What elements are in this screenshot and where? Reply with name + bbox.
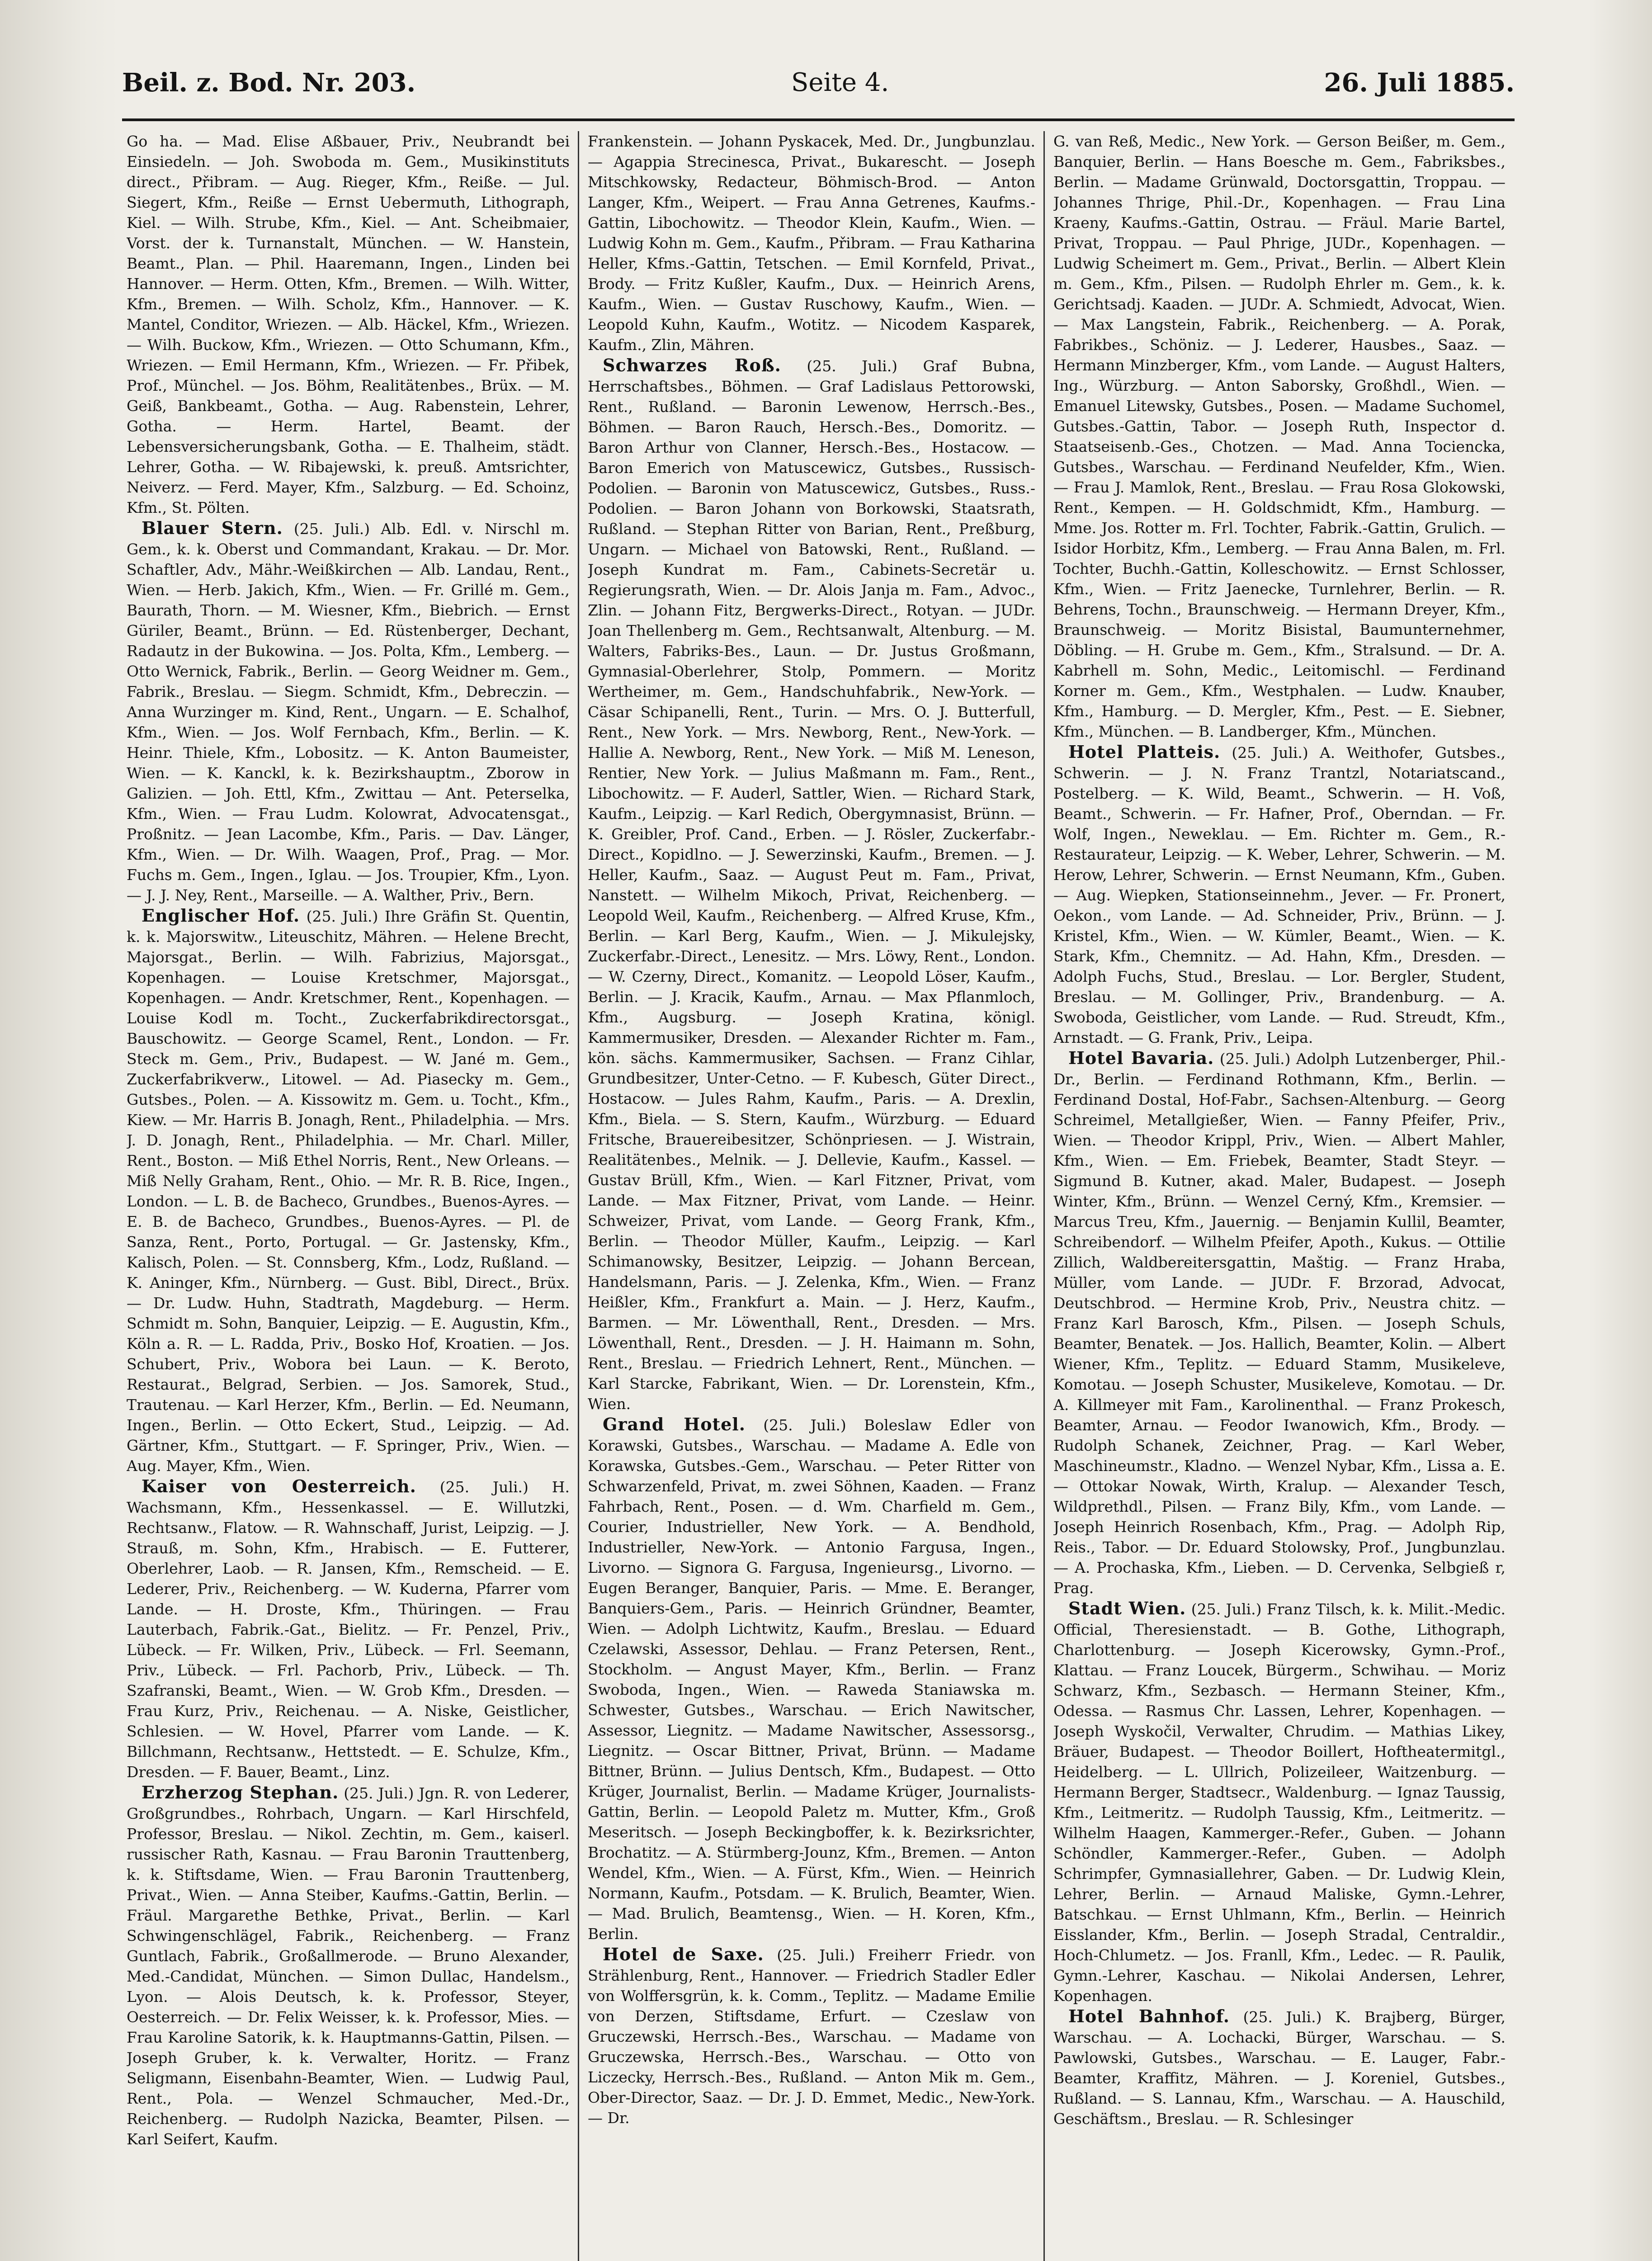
section-date: (25. Juli.) (1219, 1050, 1291, 1068)
section-entries: Ihre Gräfin St. Quentin, k. k. Majorswitw., Liteuschitz, Mähren. — Helene Brecht, Majorsgat., Berlin. — Wilh. Fabrizius, Majorsgat., Kopenhagen. — Louise Kretschmer, Majorsgat., Kopenhagen. — Andr. Kretschmer, Rent., Kopenhagen. — Louise Kodl m. Tocht., Zuckerfabrikdirectorsgat., Bauschowitz. — George Scamel, Rent., London. — Fr. Steck m. Gem., Priv., Budapest. — W. Jané m. Gem., Zuckerfabrikverw., Litowel. — Ad. Piasecky m. Gem., Gutsbes., Polen. — A. Kissowitz m. Gem. u. Tocht., Kfm., Kiew. — Mr. Harris B. Jonagh, Rent., Philadelphia. — Mrs. J. D. Jonagh, Rent., Philadelphia. — Mr. Charl. Miller, Rent., Boston. — Miß Ethel Norris, Rent., New Orleans. — Miß Nelly Graham, Rent., Ohio. — Mr. R. B. Rice, Ingen., London. — L. B. de Bacheco, Grundbes., Buenos-Ayres. — E. B. de Bacheco, Grundbes., Buenos-Ayres. — Pl. de Sanza, Rent., Porto, Portugal. — Gr. Jastensky, Kfm., Kalisch, Polen. — St. Connsberg, Kfm., Lodz, Rußland. — K. Aninger, Kfm., Nürnberg. — Gust. Bibl, Direct., Brüx. — Dr. Ludw. Huhn, Stadtrath, Magdeburg. — Herm. Schmidt m. Sohn, Banquier, Leipzig. — E. Augustin, Kfm., Köln a. R. — L. Radda, Priv., Bosko Hof, Kroatien. — Jos. Schubert, Priv., Wobora bei Laun. — K. Beroto, Restaurat., Belgrad, Serbien. — Jos. Samorek, Stud., Trautenau. — Karl Herzer, Kfm., Berlin. — Ed. Neumann, Ingen., Berlin. — Otto Eckert, Stud., Leipzig. — Ad. Gärtner, Kfm., Stuttgart. — F. Springer, Priv., Wien. — Aug. Mayer, Kfm., Wien. (127, 908, 570, 1475)
section-entries: Adolph Lutzenberger, Phil.-Dr., Berlin. — Ferdinand Rothmann, Kfm., Berlin. — Ferdinand Dostal, Hof-Fabr., Sachsen-Altenburg. — Georg Schreimel, Metallgießer, Wien. — Fanny Pfeifer, Priv., Wien. — Theodor Krippl, Priv., Wien. — Albert Mahler, Kfm., Wien. — Em. Friebek, Beamter, Stadt Steyr. — Sigmund B. Kutner, akad. Maler, Budapest. — Joseph Winter, Kfm., Brünn. — Wenzel Cerný, Kfm., Kremsier. — Marcus Treu, Kfm., Jauernig. — Benjamin Kullil, Beamter, Schreibendorf. — Wilhelm Pfeifer, Apoth., Kukus. — Ottilie Zillich, Waldbereitersgattin, Maštig. — Franz Hraba, Müller, vom Lande. — JUDr. F. Brzorad, Advocat, Deutschbrod. — Hermine Krob, Priv., Neustra chitz. — Franz Karl Barosch, Kfm., Pilsen. — Joseph Schuls, Beamter, Benatek. — Jos. Hallich, Beamter, Kolin. — Albert Wiener, Kfm., Teplitz. — Eduard Stamm, Musikeleve, Komotau. — Joseph Schuster, Musikeleve, Komotau. — Dr. A. Killmeyer mit Fam., Karolinenthal. — Franz Prokesch, Beamter, Arnau. — Feodor Iwanowich, Kfm., Brody. — Rudolph Schanek, Zeichner, Prag. — Karl Weber, Maschineumstr., Kladno. — Wenzel Nybar, Kfm., Lissa a. E. — Ottokar Nowak, Wirth, Kralup. — Alexander Tesch, Wildprethdl., Pilsen. — Franz Bily, Kfm., vom Lande. — Joseph Heinrich Rosenbach, Kfm., Prag. — Adolph Rip, Reis., Tabor. — Dr. Eduard Stolowsky, Prof., Jungbunzlau. — A. Prochaska, Kfm., Lieben. — D. Cervenka, Selbgieß r, Prag. (1053, 1050, 1506, 1597)
section-title: Hotel Bahnhof. (1068, 2006, 1230, 2026)
section-hotel-platteis (1053, 742, 1506, 1048)
section-date: (25. Juli.) (293, 520, 370, 538)
section-date: (25. Juli.) (1191, 1600, 1262, 1618)
section-hotel-bavaria (1053, 1048, 1506, 1598)
section-entries: Freiherr Friedr. von Strählenburg, Rent., Hannover. — Friedrich Stadler Edler von Wolffersgrün, k. k. Comm., Teplitz. — Madame Emilie von Derzen, Stiftsdame, Erfurt. — Czeslaw von Gruczewski, Herrsch.-Bes., Warschau. — Madame von Gruczewska, Herrsch.-Bes., Warschau. — Otto von Liczecky, Herrsch.-Bes., Rußland. — Anton Mik m. Gem., Ober-Director, Saaz. — Dr. J. D. Emmet, Medic., New-York. — Dr. (588, 1946, 1035, 2127)
section-title: Hotel de Saxe. (603, 1944, 764, 1964)
section-title: Erzherzog Stephan. (142, 1782, 339, 1802)
section-entries: K. Brajberg, Bürger, Warschau. — A. Lochacki, Bürger, Warschau. — S. Pawlowski, Gutsbes., Warschau. — E. Lauger, Fabr.-Beamter, Kraffitz, Mähren. — J. Koreniel, Gutsbes., Rußland. — S. Lannau, Kfm., Warschau. — A. Hauschild, Geschäftsm., Breslau. — R. Schlesinger (1053, 2008, 1506, 2128)
section-entries: Go ha. — Mad. Elise Aßbauer, Priv., Neubrandt bei Einsiedeln. — Joh. Swoboda m. Gem., Musikinstituts direct., Přibram. — Aug. Rieger, Kfm., Reiße. — Jul. Siegert, Kfm., Reiße — Ernst Uebermuth, Lithograph, Kiel. — Wilh. Strube, Kfm., Kiel. — Ant. Scheibmaier, Vorst. der k. Turnanstalt, München. — W. Hanstein, Beamt., Plan. — Phil. Haaremann, Ingen., Linden bei Hannover. — Herm. Otten, Kfm., Bremen. — Wilh. Witter, Kfm., Bremen. — Wilh. Scholz, Kfm., Hannover. — K. Mantel, Conditor, Wriezen. — Alb. Häckel, Kfm., Wriezen. — Wilh. Buckow, Kfm., Wriezen. — Otto Schumann, Kfm., Wriezen. — Emil Hermann, Kfm., Wriezen. — Fr. Přibek, Prof., Münchel. — Jos. Böhm, Realitätenbes., Brüx. — M. Geiß, Bankbeamt., Gotha. — Aug. Rabenstein, Lehrer, Gotha. — Herm. Hartel, Beamt. der Lebensversicherungsbank, Gotha. — E. Thalheim, städt. Lehrer, Gotha. — W. Ribajewski, k. preuß. Amtsrichter, Neiverz. — Ferd. Mayer, Kfm., Salzburg. — Ed. Schoinz, Kfm., St. Pölten. (127, 132, 570, 516)
section-entries: Alb. Edl. v. Nirschl m. Gem., k. k. Oberst und Commandant, Krakau. — Dr. Mor. Schaftler, Adv., Mähr.-Weißkirchen — Alb. Landau, Rent., Wien. — Herb. Jakich, Kfm., Wien. — Fr. Grillé m. Gem., Baurath, Thorn. — M. Wiesner, Kfm., Biebrich. — Ernst Güriler, Beamt., Brünn. — Ed. Rüstenberger, Dechant, Radautz in der Bukowina. — Jos. Polta, Kfm., Lemberg. — Otto Wernick, Fabrik., Berlin. — Georg Weidner m. Gem., Fabrik., Breslau. — Siegm. Schmidt, Kfm., Debreczin. — Anna Wurzinger m. Kind, Rent., Ungarn. — E. Schalhof, Kfm., Wien. — Jos. Wolf Fernbach, Kfm., Berlin. — K. Heinr. Thiele, Kfm., Lobositz. — K. Anton Baumeister, Wien. — K. Kanckl, k. k. Bezirkshauptm., Zborow in Galizien. — Joh. Ettl, Kfm., Zwittau — Ant. Peterselka, Kfm., Wien. — Frau Ludm. Kolowrat, Advocatensgat., Proßnitz. — Jean Lacombe, Kfm., Paris. — Dav. Länger, Kfm., Wien. — Dr. Wilh. Waagen, Prof., Prag. — Mor. Fuchs m. Gem., Ingen., Iglau. — Jos. Troupier, Kfm., Lyon. — J. J. Ney, Rent., Marseille. — A. Walther, Priv., Bern. (127, 520, 570, 904)
section-date: (25. Juli.) (1243, 2008, 1322, 2026)
column-2 (588, 131, 1035, 2261)
section-blauer-stern (127, 518, 570, 905)
page-binding-shadow (0, 0, 118, 2261)
section-date: (25. Juli.) (306, 908, 378, 925)
section-entries: Franz Tilsch, k. k. Milit.-Medic. Official, Theresienstadt. — B. Gothe, Lithograph, Charlottenburg. — Joseph Kicerowsky, Gymn.-Prof., Klattau. — Franz Loucek, Bürgerm., Schwihau. — Moriz Schwarz, Kfm., Sezbasch. — Hermann Steiner, Kfm., Odessa. — Rasmus Chr. Lassen, Lehrer, Kopenhagen. — Joseph Wyskočil, Verwalter, Chrudim. — Mathias Likey, Bräuer, Budapest. — Theodor Boillert, Hoftheatermitgl., Heidelberg. — L. Ullrich, Polizeileer, Waitzenburg. — Hermann Berger, Stadtsecr., Waldenburg. — Ignaz Taussig, Kfm., Leitmeritz. — Rudolph Taussig, Kfm., Leitmeritz. — Wilhelm Haagen, Kammerger.-Refer., Guben. — Johann Schöndler, Kammerger.-Refer., Guben. — Adolph Schrimpfer, Gymnasiallehrer, Gaben. — Dr. Ludwig Klein, Lehrer, Berlin. — Arnaud Maliske, Gymn.-Lehrer, Batschkau. — Ernst Uhlmann, Kfm., Berlin. — Heinrich Eisslander, Kfm., Berlin. — Joseph Stradal, Centraldir., Hoch-Chlumetz. — Jos. Franll, Kfm., Ledec. — R. Paulik, Gymn.-Lehrer, Kaschau. — Nikolai Andersen, Lehrer, Kopenhagen. (1053, 1600, 1506, 2005)
section-grand-hotel (588, 1414, 1035, 1944)
section-englischer-hof (127, 905, 570, 1476)
page-header (122, 63, 1515, 109)
section-entries: Frankenstein. — Johann Pyskacek, Med. Dr., Jungbunzlau. — Agappia Strecinesca, Privat., Bukarescht. — Joseph Mitschkowsky, Redacteur, Böhmisch-Brod. — Anton Langer, Kfm., Weipert. — Frau Anna Getrenes, Kaufms.-Gattin, Libochowitz. — Theodor Klein, Kaufm., Wien. — Ludwig Kohn m. Gem., Kaufm., Přibram. — Frau Katharina Heller, Kfms.-Gattin, Tetschen. — Emil Kornfeld, Privat., Brody. — Fritz Kußler, Kaufm., Dux. — Heinrich Arens, Kaufm., Wien. — Gustav Ruschowy, Kaufm., Wien. — Leopold Kuhn, Kaufm., Wotitz. — Nicodem Kasparek, Kaufm., Zlin, Mähren. (588, 132, 1035, 354)
section-title: Englischer Hof. (142, 905, 300, 926)
section-title: Stadt Wien. (1068, 1598, 1186, 1618)
section-date: (25. Juli.) (1232, 744, 1308, 762)
section-erzherzog-stephan (127, 1782, 570, 2149)
section-continuation (588, 131, 1035, 355)
column-1 (127, 131, 570, 2261)
section-date: (25. Juli.) (439, 1478, 529, 1496)
column-3 (1053, 131, 1506, 2261)
section-date: (25. Juli.) (807, 357, 898, 375)
section-title: Hotel Bavaria. (1068, 1048, 1214, 1068)
column-divider (578, 131, 579, 2261)
section-entries: A. Weithofer, Gutsbes., Schwerin. — J. N. Franz Trantzl, Notariatscand., Postelberg. — K. Wild, Beamt., Schwerin. — H. Voß, Beamt., Schwerin. — Fr. Hafner, Prof., Oberndan. — Fr. Wolf, Ingen., Neweklau. — Em. Richter m. Gem., R.-Restaurateur, Leipzig. — K. Weber, Lehrer, Schwerin. — M. Herow, Lehrer, Schwerin. — Ernst Neumann, Kfm., Guben. — Aug. Wiepken, Stationseinnehm., Jever. — Fr. Pronert, Oekon., vom Lande. — Ad. Schneider, Priv., Brünn. — J. Kristel, Kfm., Wien. — W. Kümler, Beamt., Wien. — K. Stark, Kfm., Chemnitz. — Ad. Hahn, Kfm., Dresden. — Adolph Fuchs, Stud., Breslau. — Lor. Bergler, Student, Breslau. — M. Gollinger, Priv., Brandenburg. — A. Swoboda, Geistlicher, vom Lande. — Rud. Streudt, Kfm., Arnstadt. — G. Frank, Priv., Leipa. (1053, 744, 1506, 1046)
header-issue: Beil. z. Bod. Nr. 203. (122, 68, 416, 98)
section-kaiser-von-oesterreich (127, 1476, 570, 1782)
section-continuation (1053, 131, 1506, 742)
section-title: Kaiser von Oesterreich. (142, 1476, 416, 1496)
section-schwarzes-ross (588, 355, 1035, 1414)
section-stadt-wien (1053, 1598, 1506, 2006)
header-page-number: Seite 4. (791, 68, 889, 97)
section-continuation (127, 131, 570, 518)
section-entries: H. Wachsmann, Kfm., Hessenkassel. — E. Willutzki, Rechtsanw., Flatow. — R. Wahnschaff, Jurist, Leipzig. — J. Strauß, m. Sohn, Kfm., Hrabisch. — E. Futterer, Oberlehrer, Laob. — R. Jansen, Kfm., Remscheid. — E. Lederer, Priv., Reichenberg. — W. Kuderna, Pfarrer vom Lande. — H. Droste, Kfm., Thüringen. — Frau Lauterbach, Fabrik.-Gat., Bielitz. — Fr. Penzel, Priv., Lübeck. — Fr. Wilken, Priv., Lübeck. — Frl. Seemann, Priv., Lübeck. — Frl. Pachorb, Priv., Lübeck. — Th. Szafranski, Beamt., Wien. — W. Grob Kfm., Dresden. — Frau Kurz, Priv., Reichenau. — A. Niske, Geistlicher, Schlesien. — W. Hovel, Pfarrer vom Lande. — K. Billchmann, Rechtsanw., Hettstedt. — E. Schulze, Kfm., Dresden. — F. Bauer, Beamt., Linz. (127, 1478, 570, 1781)
section-date: (25. Juli.) (344, 1784, 414, 1802)
section-hotel-de-saxe (588, 1944, 1035, 2128)
section-date: (25. Juli.) (763, 1416, 846, 1434)
page-edge-shadow (1589, 0, 1652, 2261)
header-rule (122, 118, 1515, 121)
section-title: Schwarzes Roß. (603, 355, 781, 375)
section-title: Hotel Platteis. (1068, 742, 1221, 762)
section-date: (25. Juli.) (777, 1946, 855, 1964)
section-entries: G. van Reß, Medic., New York. — Gerson Beißer, m. Gem., Banquier, Berlin. — Hans Boesche m. Gem., Fabriksbes., Berlin. — Madame Grünwald, Doctorsgattin, Troppau. — Johannes Thrige, Phil.-Dr., Kopenhagen. — Frau Lina Kraeny, Kaufms.-Gattin, Ostrau. — Fräul. Marie Bartel, Privat, Troppau. — Paul Phrige, JUDr., Kopenhagen. — Ludwig Scheimert m. Gem., Privat., Berlin. — Albert Klein m. Gem., Kfm., Pilsen. — Rudolph Ehrler m. Gem., k. k. Gerichtsadj. Kaaden. — JUDr. A. Schmiedt, Advocat, Wien. — Max Langstein, Fabrik., Reichenberg. — A. Porak, Fabrikbes., Schöniz. — J. Lederer, Hausbes., Saaz. — Hermann Minzberger, Kfm., vom Lande. — August Halters, Ing., Würzburg. — Anton Saborsky, Großhdl., Wien. — Emanuel Litewsky, Gutsbes., Posen. — Madame Suchomel, Gutsbes.-Gattin, Tabor. — Joseph Ruth, Inspector d. Staatseisenb.-Ges., Chotzen. — Mad. Anna Tociencka, Gutsbes., Warschau. — Ferdinand Neufelder, Kfm., Wien. — Frau J. Mamlok, Rent., Breslau. — Frau Rosa Glokowski, Rent., Kempen. — H. Goldschmidt, Kfm., Hamburg. — Mme. Jos. Rotter m. Frl. Tochter, Fabrik.-Gattin, Grulich. — Isidor Horbitz, Kfm., Lemberg. — Frau Anna Balen, m. Frl. Tochter, Buchh.-Gattin, Kolleschowitz. — Ernst Schlosser, Kfm., Wien. — Fritz Jaenecke, Turnlehrer, Berlin. — R. Behrens, Tochn., Braunschweig. — Hermann Dreyer, Kfm., Braunschweig. — Moritz Bisistal, Baumunternehmer, Döbling. — H. Grube m. Gem., Kfm., Stralsund. — Dr. A. Kabrhell m. Sohn, Medic., Leitomischl. — Ferdinand Korner m. Gem., Kfm., Westphalen. — Ludw. Knauber, Kfm., Hamburg. — D. Mergler, Kfm., Pest. — E. Siebner, Kfm., München. — B. Landberger, Kfm., München. (1053, 132, 1506, 740)
section-entries: Graf Bubna, Herrschaftsbes., Böhmen. — Graf Ladislaus Pettorowski, Rent., Rußland. — Baronin Lewenow, Herrsch.-Bes., Böhmen. — Baron Rauch, Hersch.-Bes., Domoritz. — Baron Arthur von Clanner, Hersch.-Bes., Hostacow. — Baron Emerich von Matuscewicz, Gutsbes., Russisch-Podolien. — Baronin von Matuscewicz, Gutsbes., Russ.-Podolien. — Baron Johann von Borkowski, Staatsrath, Rußland. — Stephan Ritter von Barian, Rent., Preßburg, Ungarn. — Michael von Batowski, Rent., Rußland. — Joseph Kundrat m. Fam., Cabinets-Secretär u. Regierungsrath, Wien. — Dr. Alois Janja m. Fam., Advoc., Zlin. — Johann Fitz, Bergwerks-Direct., Rotyan. — JUDr. Joan Thellenberg m. Gem., Rechtsanwalt, Altenburg. — M. Walters, Fabriks-Bes., Laun. — Dr. Justus Großmann, Gymnasial-Oberlehrer, Stolp, Pommern. — Moritz Wertheimer, m. Gem., Handschuhfabrik., New-York. — Cäsar Schipanelli, Rent., Turin. — Mrs. O. J. Butterfull, Rent., New York. — Mrs. Newborg, Rent., New-York. — Hallie A. Newborg, Rent., New York. — Miß M. Leneson, Rentier, New York. — Julius Maßmann m. Fam., Rent., Libochowitz. — F. Auderl, Sattler, Wien. — Richard Stark, Kaufm., Leipzig. — Karl Redich, Obergymnasist, Brünn. — K. Greibler, Prof. Cand., Erben. — J. Rösler, Zuckerfabr.-Direct., Kopidlno. — J. Sewerzinski, Kaufm., Bremen. — J. Heller, Kaufm., Saaz. — August Peut m. Fam., Privat, Nanstett. — Wilhelm Mikoch, Privat, Reichenberg. — Leopold Weil, Kaufm., Reichenberg. — Alfred Kruse, Kfm., Berlin. — Karl Berg, Kaufm., Wien. — J. Mikulejsky, Zuckerfabr.-Direct., Lenesitz. — Mrs. Löwy, Rent., London. — W. Czerny, Direct., Komanitz. — Leopold Löser, Kaufm., Berlin. — J. Kracik, Kaufm., Arnau. — Max Pflanmloch, Kfm., Augsburg. — Joseph Kratina, königl. Kammermusiker, Dresden. — Alexander Richter m. Fam., kön. sächs. Kammermusiker, Sachsen. — Franz Cihlar, Grundbesitzer, Unter-Cetno. — F. Kubesch, Güter Direct., Hostacow. — Jules Rahm, Kaufm., Paris. — A. Drexlin, Kfm., Biela. — S. Stern, Kaufm., Würzburg. — Eduard Fritsche, Brauereibesitzer, Schönpriesen. — J. Wistrain, Realitätenbes., Melnik. — J. Dellevie, Kaufm., Kassel. — Gustav Brüll, Kfm., Wien. — Karl Fitzner, Privat, vom Lande. — Max Fitzner, Privat, vom Lande. — Heinr. Schweizer, Privat, vom Lande. — Georg Frank, Kfm., Berlin. — Theodor Müller, Kaufm., Leipzig. — Karl Schimanowsky, Besitzer, Leipzig. — Johann Bercean, Handelsmann, Paris. — J. Zelenka, Kfm., Wien. — Franz Heißler, Kfm., Frankfurt a. Main. — J. Herz, Kaufm., Barmen. — Mr. Löwenthall, Rent., Dresden. — Mrs. Löwenthall, Rent., Dresden. — J. H. Haimann m. Sohn, Rent., Breslau. — Friedrich Lehnert, Rent., München. — Karl Starcke, Fabrikant, Wien. — Dr. Lorenstein, Kfm., Wien. (588, 357, 1035, 1413)
section-title: Blauer Stern. (142, 518, 283, 538)
section-entries: Jgn. R. von Lederer, Großgrundbes., Rohrbach, Ungarn. — Karl Hirschfeld, Professor, Breslau. — Nikol. Zechtin, m. Gem., kaiserl. russischer Rath, Kasnau. — Frau Baronin Trauttenberg, k. k. Stiftsdame, Wien. — Frau Baronin Trauttenberg, Privat., Wien. — Anna Steiber, Kaufms.-Gattin, Berlin. — Fräul. Margarethe Bethke, Privat., Berlin. — Karl Schwingenschlägel, Fabrik., Reichenberg. — Franz Guntlach, Fabrik., Großallmerode. — Bruno Alexander, Med.-Candidat, München. — Simon Dullac, Handelsm., Lyon. — Alois Deutsch, k. k. Professor, Steyer, Oesterreich. — Dr. Felix Weisser, k. k. Professor, Mies. — Frau Karoline Satorik, k. k. Hauptmanns-Gattin, Pilsen. — Joseph Gruber, k. k. Verwalter, Horitz. — Franz Seligmann, Eisenbahn-Beamter, Wien. — Ludwig Paul, Rent., Pola. — Wenzel Schmaucher, Med.-Dr., Reichenberg. — Rudolph Nazicka, Beamter, Pilsen. — Karl Seifert, Kaufm. (127, 1784, 570, 2148)
section-entries: Boleslaw Edler von Korawski, Gutsbes., Warschau. — Madame A. Edle von Korawska, Gutsbes.-Gem., Warschau. — Peter Ritter von Schwarzenfeld, Privat, m. zwei Söhnen, Kaaden. — Franz Fahrbach, Rent., Posen. — d. Wm. Charfield m. Gem., Courier, Industrieller, New York. — A. Bendhold, Industrieller, New-York. — Antonio Fargusa, Ingen., Livorno. — Signora G. Fargusa, Ingenieursg., Livorno. — Eugen Beranger, Banquier, Paris. — Mme. E. Beranger, Banquiers-Gem., Paris. — Heinrich Gründner, Beamter, Wien. — Adolph Lichtwitz, Kaufm., Breslau. — Eduard Czelawski, Assessor, Dehlau. — Franz Petersen, Rent., Stockholm. — Angust Mayer, Kfm., Berlin. — Franz Swoboda, Ingen., Wien. — Raweda Staniawska m. Schwester, Gutsbes., Warschau. — Erich Nawitscher, Assessor, Liegnitz. — Madame Nawitscher, Assessorsg., Liegnitz. — Oscar Bittner, Privat, Brünn. — Madame Bittner, Brünn. — Julius Dentsch, Kfm., Budapest. — Otto Krüger, Journalist, Berlin. — Madame Krüger, Journalists-Gattin, Berlin. — Leopold Paletz m. Mutter, Kfm., Groß Meseritsch. — Joseph Beckingboffer, k. k. Bezirksrichter, Brochatitz. — A. Stürmberg-Jounz, Kfm., Bremen. — Anton Wendel, Kfm., Wien. — A. Fürst, Kfm., Wien. — Heinrich Normann, Kaufm., Potsdam. — K. Brulich, Beamter, Wien. — Mad. Brulich, Beamtensg., Wien. — H. Koren, Kfm., Berlin. (588, 1416, 1035, 1943)
section-hotel-bahnhof (1053, 2006, 1506, 2129)
section-title: Grand Hotel. (603, 1414, 746, 1434)
column-divider (1043, 131, 1045, 2261)
header-date: 26. Juli 1885. (1324, 68, 1515, 98)
